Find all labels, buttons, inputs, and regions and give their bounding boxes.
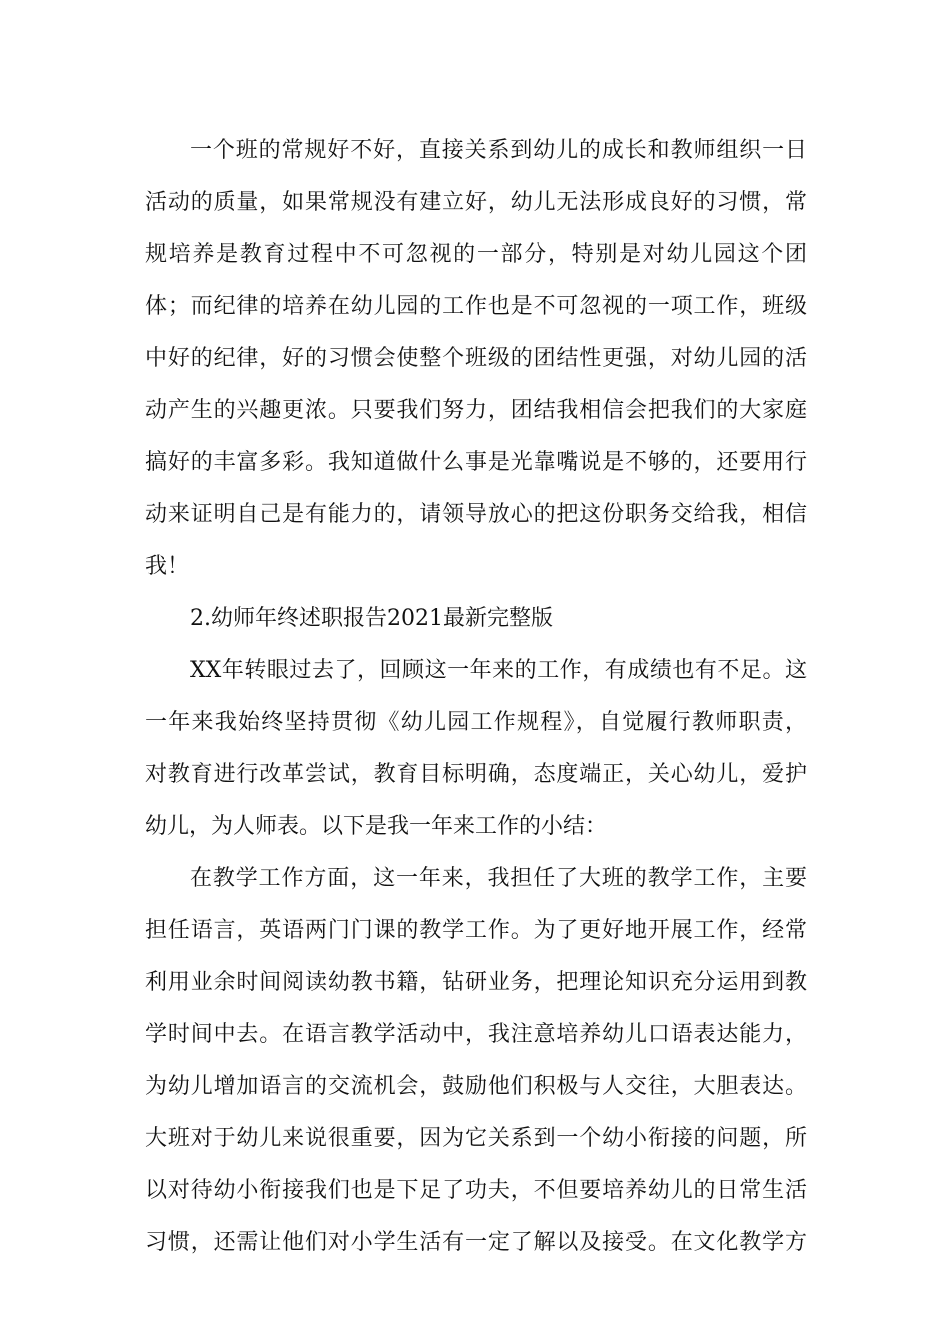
paragraph-line: 活动的质量，如果常规没有建立好，幼儿无法形成良好的习惯，常 [145,190,807,215]
paragraph-line: XX年转眼过去了，回顾这一年来的工作，有成绩也有不足。这 [190,658,807,683]
paragraph-line: 在教学工作方面，这一年来，我担任了大班的教学工作，主要 [190,866,807,891]
paragraph-line: 大班对于幼儿来说很重要，因为它关系到一个幼小衔接的问题，所 [145,1126,807,1151]
section-heading: 2.幼师年终述职报告2021最新完整版 [190,606,553,631]
paragraph-line: 我！ [145,554,190,579]
paragraph-line: 搞好的丰富多彩。我知道做什么事是光靠嘴说是不够的，还要用行 [145,450,807,475]
paragraph-line: 规培养是教育过程中不可忽视的一部分，特别是对幼儿园这个团 [145,242,807,267]
paragraph-line: 一个班的常规好不好，直接关系到幼儿的成长和教师组织一日 [190,138,807,163]
paragraph-line: 以对待幼小衔接我们也是下足了功夫，不但要培养幼儿的日常生活 [145,1178,807,1203]
paragraph-line: 中好的纪律，好的习惯会使整个班级的团结性更强，对幼儿园的活 [145,346,807,371]
paragraph-line: 动产生的兴趣更浓。只要我们努力，团结我相信会把我们的大家庭 [145,398,807,423]
paragraph-line: 动来证明自己是有能力的，请领导放心的把这份职务交给我，相信 [145,502,807,527]
paragraph-line: 习惯，还需让他们对小学生活有一定了解以及接受。在文化教学方 [145,1230,807,1255]
paragraph-line: 体；而纪律的培养在幼儿园的工作也是不可忽视的一项工作，班级 [145,294,807,319]
paragraph-line: 学时间中去。在语言教学活动中，我注意培养幼儿口语表达能力， [145,1022,807,1047]
paragraph-line: 为幼儿增加语言的交流机会，鼓励他们积极与人交往，大胆表达。 [145,1074,807,1099]
paragraph-line: 一年来我始终坚持贯彻《幼儿园工作规程》，自觉履行教师职责， [145,710,807,735]
paragraph-line: 对教育进行改革尝试，教育目标明确，态度端正，关心幼儿，爱护 [145,762,807,787]
paragraph-line: 利用业余时间阅读幼教书籍，钻研业务，把理论知识充分运用到教 [145,970,807,995]
paragraph-line: 担任语言，英语两门门课的教学工作。为了更好地开展工作，经常 [145,918,807,943]
paragraph-line: 幼儿，为人师表。以下是我一年来工作的小结： [145,814,608,839]
